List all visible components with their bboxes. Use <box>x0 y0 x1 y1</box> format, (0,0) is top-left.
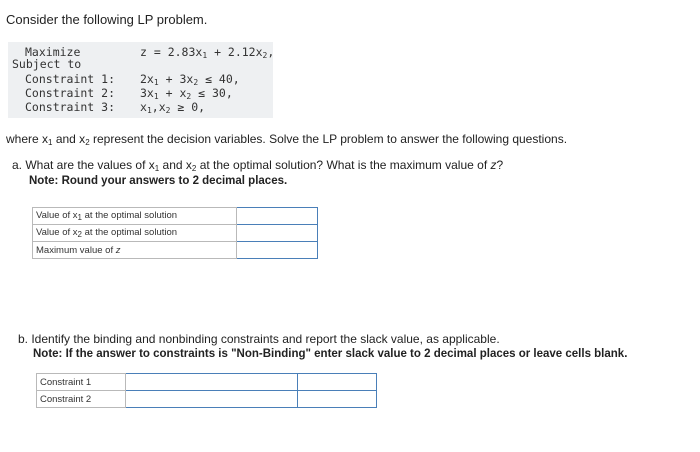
constraint-2-expr: $3x_1 + x_2 \le 30$, <box>140 86 233 101</box>
where-text: where $x_1$ and $x_2$ represent the decision variables. Solve the LP problem to answer the following questions. <box>6 132 568 147</box>
max-z-answer-input[interactable] <box>236 242 317 259</box>
constraint-2-label: Constraint 2: <box>25 86 116 100</box>
constraint-2-slack-input[interactable] <box>298 391 377 408</box>
part-a-table <box>32 207 318 259</box>
intro-text: Consider the following LP problem. <box>6 12 208 27</box>
row-label: Value of $x_1$ at the optimal solution <box>33 208 237 225</box>
part-b-question: b. Identify the binding and nonbinding constraints and report the slack value, as applicable. <box>18 332 500 346</box>
row-label: Value of $x_2$ at the optimal solution <box>33 225 237 242</box>
constraint-3-label: Constraint 3: <box>25 100 116 114</box>
table-row <box>33 242 318 259</box>
constraint-1-label: Constraint 1: <box>25 72 116 86</box>
table-row <box>33 225 318 242</box>
constraint-1-status-select[interactable] <box>125 374 297 391</box>
constraint-1-slack-input[interactable] <box>298 374 377 391</box>
part-b-note: Note: If the answer to constraints is "Non-Binding" enter slack value to 2 decimal places or leave cells blank. <box>33 348 628 360</box>
part-a-note: Note: Round your answers to 2 decimal places. <box>29 175 288 187</box>
constraint-label: Constraint 2 <box>37 391 126 408</box>
part-a-question: a. What are the values of $x_1$ and $x_2$ at the optimal solution? What is the maximum value of z? <box>12 158 504 173</box>
x1-answer-input[interactable] <box>236 208 317 225</box>
table-row <box>37 374 377 391</box>
table-row <box>37 391 377 408</box>
x2-answer-input[interactable] <box>236 225 317 242</box>
table-row <box>33 208 318 225</box>
maximize-label: Maximize <box>25 45 81 59</box>
row-label: Maximum value of z <box>33 242 237 259</box>
subject-to-label: Subject to <box>12 57 82 71</box>
constraint-1-expr: $2x_1 + 3x_2 \le 40$, <box>140 72 240 87</box>
constraint-3-expr: $x_1,x_2 \ge 0$, <box>140 100 206 115</box>
constraint-label: Constraint 1 <box>37 374 126 391</box>
part-b-table <box>36 373 377 408</box>
objective-function: $z = 2.83x_1 + 2.12x_2$, <box>140 45 275 60</box>
constraint-2-status-select[interactable] <box>125 391 297 408</box>
